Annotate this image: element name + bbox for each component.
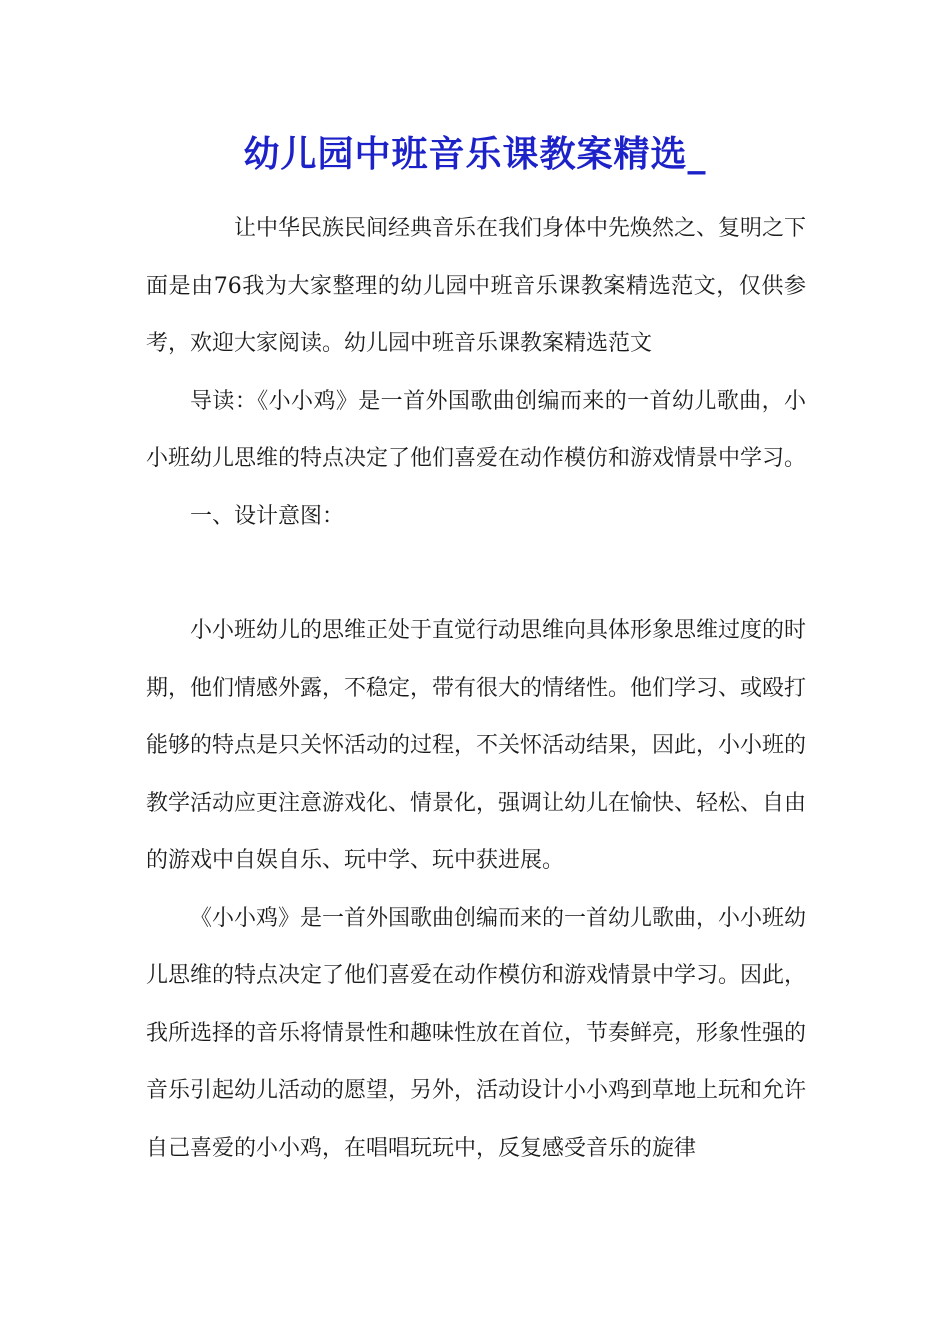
song-description-paragraph: 《小小鸡》是一首外国歌曲创编而来的一首幼儿歌曲，小小班幼儿思维的特点决定了他们喜爱在动作模仿和游戏情景中学习。因此，我所选择的音乐将情景性和趣味性放在首位，节奏鲜亮，形象性强的音乐引起幼儿活动的愿望，另外，活动设计小小鸡到草地上玩和允许自己喜爱的小小鸡，在唱唱玩玩中，反复感受音乐的旋律 xyxy=(146,905,807,1161)
intro-paragraph: 让中华民族民间经典音乐在我们身体中先焕然之、复明之下面是由76我为大家整理的幼儿园中班音乐课教案精选范文，仅供参考，欢迎大家阅读。幼儿园中班音乐课教案精选范文 xyxy=(146,216,807,356)
document-title: 幼儿园中班音乐课教案精选_ xyxy=(243,133,707,175)
design-intent-paragraph: 小小班幼儿的思维正处于直觉行动思维向具体形象思维过度的时期，他们情感外露，不稳定，带有很大的情绪性。他们学习、或殴打能够的特点是只关怀活动的过程，不关怀活动结果，因此，小小班的教学活动应更注意游戏化、情景化，强调让幼儿在愉快、轻松、自由的游戏中自娱自乐、玩中学、玩中获进展。 xyxy=(146,618,807,873)
document-body xyxy=(146,200,806,1177)
guide-paragraph: 导读：《小小鸡》是一首外国歌曲创编而来的一首幼儿歌曲，小小班幼儿思维的特点决定了他们喜爱在动作模仿和游戏情景中学习。 xyxy=(146,388,807,471)
section-heading-design-intent: 一、设计意图： xyxy=(190,503,345,529)
paragraph-spacer xyxy=(146,545,806,602)
